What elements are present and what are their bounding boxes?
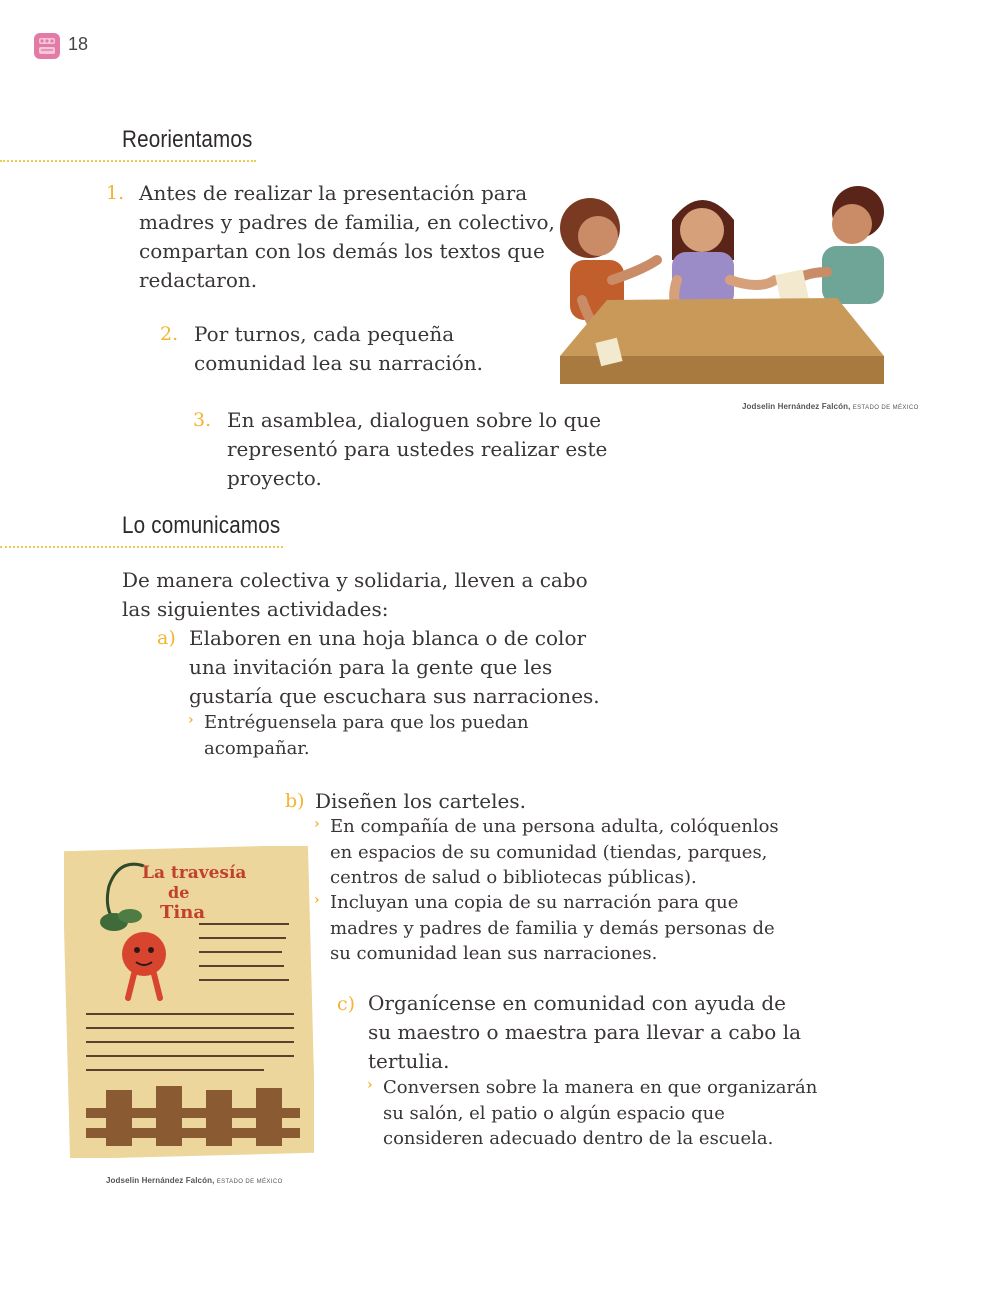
item-text: Por turnos, cada pequeña comunidad lea su narración. xyxy=(194,322,483,375)
item-text: Organícense en comunidad con ayuda de su maestro o maestra para llevar a cabo la tertulia. xyxy=(368,991,802,1073)
poster-title: La travesía xyxy=(142,863,247,883)
bullet-text: En compañía de una persona adulta, colóquenlos en espacios de su comunidad (tiendas, parques, centros de salud o bibliotecas públicas). xyxy=(330,816,779,888)
children-reading-illustration xyxy=(552,180,892,390)
item-text: Diseñen los carteles. xyxy=(315,789,526,813)
poster-title: de xyxy=(168,883,190,902)
section-title-lo-comunicamos: Lo comunicamos xyxy=(122,512,281,539)
item-number: 2. xyxy=(160,323,179,345)
page-number: 18 xyxy=(68,34,89,54)
item-letter: b) xyxy=(285,790,305,812)
bullet-chevron-icon: › xyxy=(367,1077,373,1093)
child-right xyxy=(775,186,884,305)
item-number: 1. xyxy=(106,182,125,204)
item-letter: c) xyxy=(337,993,356,1015)
poster-illustration xyxy=(64,846,314,1158)
community-glyph-icon xyxy=(33,32,61,60)
image-caption: Jodselin Hernández Falcón, ESTADO DE MÉXICO xyxy=(742,402,919,411)
item-text: En asamblea, dialoguen sobre lo que representó para ustedes realizar este proyecto. xyxy=(227,408,608,490)
section-title-reorientamos: Reorientamos xyxy=(122,126,253,153)
bullet-text: Conversen sobre la manera en que organizarán su salón, el patio o algún espacio que consideren adecuado dentro de la escuela. xyxy=(383,1077,818,1149)
poster-title: Tina xyxy=(160,902,205,923)
bullet-chevron-icon: › xyxy=(314,816,320,832)
item-letter: a) xyxy=(157,627,176,649)
bullet-text: Entréguensela para que los puedan acompañar. xyxy=(204,712,529,759)
item-text: Elaboren en una hoja blanca o de color una invitación para la gente que les gustaría que escuchara sus narraciones. xyxy=(189,626,600,708)
section-divider xyxy=(0,160,256,162)
section-divider xyxy=(0,546,283,548)
bullet-text: Incluyan una copia de su narración para que madres y padres de familia y demás personas de su comunidad lean sus narraciones. xyxy=(330,892,775,964)
item-number: 3. xyxy=(193,409,212,431)
item-text: Antes de realizar la presentación para madres y padres de familia, en colectivo, compartan con los demás los textos que redactaron. xyxy=(139,181,555,292)
image-caption: Jodselin Hernández Falcón, ESTADO DE MÉXICO xyxy=(106,1176,283,1185)
intro-paragraph: De manera colectiva y solidaria, lleven a cabo las siguientes actividades: xyxy=(122,568,588,621)
bullet-chevron-icon: › xyxy=(314,892,320,908)
bullet-chevron-icon: › xyxy=(188,712,194,728)
